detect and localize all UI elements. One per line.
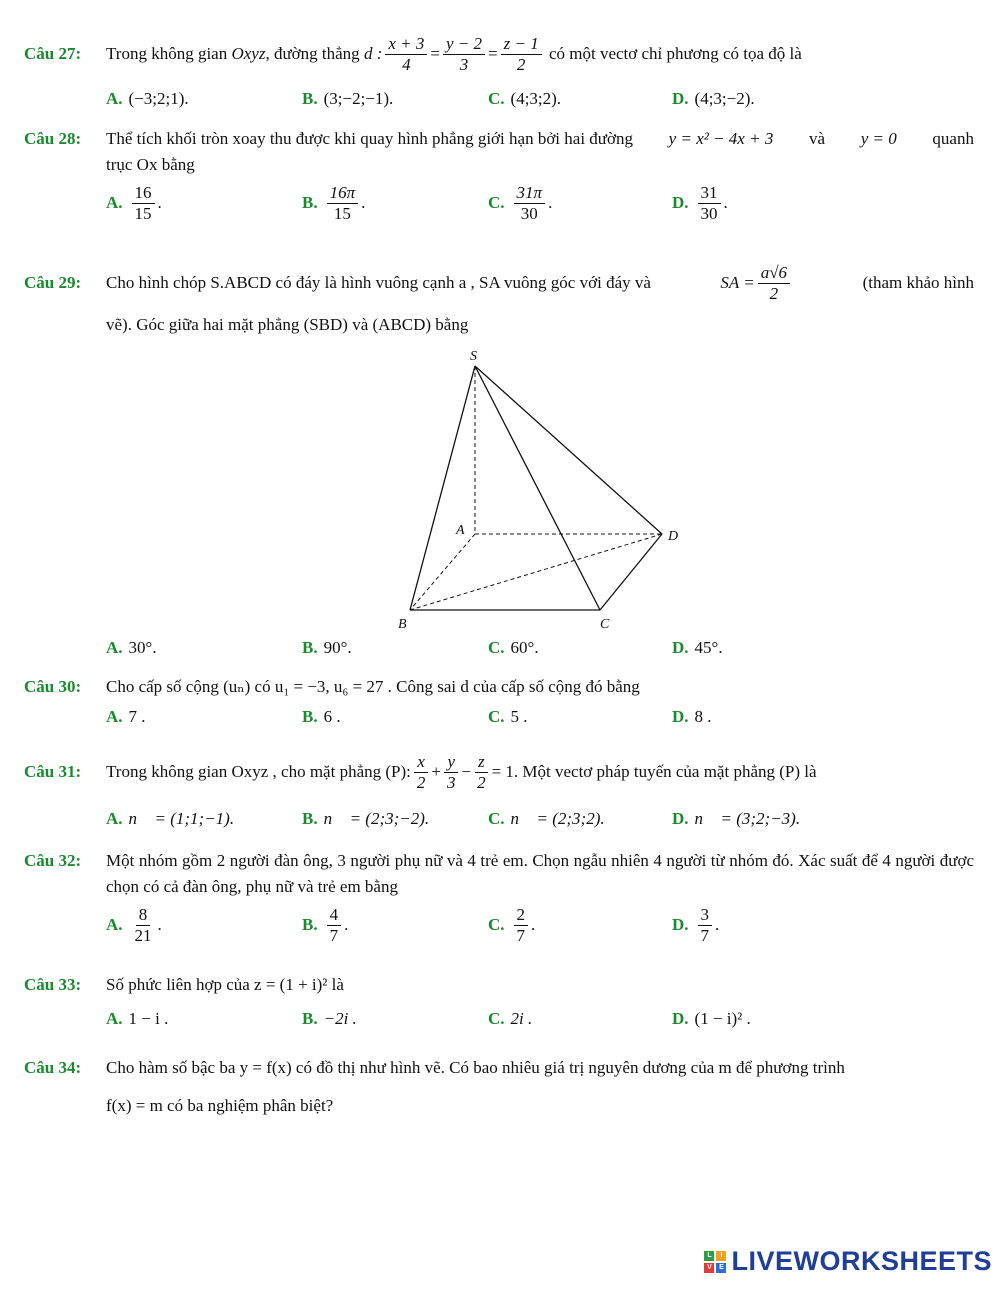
label-c: C [600, 617, 610, 632]
fraction: $\frac{z}{2}$ [474, 752, 489, 793]
option-c[interactable]: C. (4;3;2). [488, 89, 562, 108]
edge-cd [600, 534, 662, 610]
question-34 [24, 1055, 974, 1119]
question-text: vẽ). Góc giữa hai mặt phẳng (SBD) và (ABCD) bằng [106, 315, 469, 334]
liveworksheets-logo [704, 1246, 992, 1277]
equation: y = x² − 4x + 3 [668, 129, 774, 148]
question-label: Câu 34: [24, 1058, 82, 1077]
equation: = 1 [491, 762, 514, 781]
label-b: B [398, 617, 407, 632]
edge-sc [475, 366, 600, 610]
option-b[interactable]: B. (3;−2;−1). [302, 89, 394, 108]
question-text: (tham khảo hình [862, 273, 974, 292]
question-text: Trong không gian Oxyz , cho mặt phẳng (P): [106, 762, 411, 781]
option-c[interactable]: C. 5 . [488, 707, 528, 726]
question-label: Câu 27: [24, 44, 82, 63]
option-b[interactable]: B. 6 . [302, 707, 341, 726]
label-s: S [470, 349, 477, 364]
option-d[interactable]: D. (1 − i)² . [672, 1009, 751, 1028]
fraction: $\frac{x + 3}{4}$ [385, 34, 427, 75]
question-text: . Một vectơ pháp tuyến của mặt phẳng (P) là [513, 762, 817, 781]
options [106, 1002, 974, 1036]
fraction: $\frac{z - 1}{2}$ [501, 34, 542, 75]
option-a[interactable]: A. $\frac{16}{15}$ . [106, 182, 162, 223]
question-text: Cho hàm số bậc ba y = f(x) có đồ thị như hình vẽ. Có bao nhiêu giá trị nguyên dương của m để phương trình [106, 1058, 845, 1077]
question-label: Câu 28: [24, 129, 82, 148]
fraction: $\frac{x}{2}$ [414, 752, 429, 793]
question-29-options [24, 631, 974, 665]
question-text: có một vectơ chỉ phương có tọa độ là [544, 44, 802, 63]
space-name: Oxyz [231, 44, 266, 63]
brand-name: LIVEWORKSHEETS [731, 1246, 992, 1276]
question-label: Câu 30: [24, 677, 82, 696]
option-c[interactable]: C. n⃗ = (2;3;2). [488, 809, 605, 828]
options [106, 631, 974, 665]
question-text: Thể tích khối tròn xoay thu được khi quay hình phẳng giới hạn bởi hai đường [106, 129, 633, 148]
option-d[interactable]: D. n⃗ = (3;2;−3). [672, 809, 801, 828]
question-33 [24, 972, 974, 1036]
question-text: quanh [932, 129, 974, 148]
option-d[interactable]: D. 45°. [672, 638, 723, 657]
equation: SA = [720, 273, 755, 292]
line-name: d : [363, 44, 383, 63]
question-text: f(x) = m có ba nghiệm phân biệt? [106, 1096, 334, 1115]
option-a[interactable]: A. 1 − i . [106, 1009, 169, 1028]
edge-bd [410, 534, 662, 610]
option-a[interactable]: A. 30°. [106, 638, 157, 657]
option-a[interactable]: A. 7 . [106, 707, 146, 726]
logo-icon: L I V E [704, 1251, 726, 1273]
fraction: $\frac{y - 2}{3}$ [443, 34, 485, 75]
question-text: Trong không gian [106, 44, 232, 63]
label-d: D [668, 529, 679, 544]
equation: y = 0 [860, 129, 897, 148]
pyramid-figure [390, 344, 690, 634]
options [106, 82, 974, 116]
option-b[interactable]: B. $\frac{16\pi}{15}$ . [302, 182, 366, 223]
question-text: Cho cấp số cộng (uₙ) có u₁ = −3, u₆ = 27 . Công sai d của cấp số cộng đó bằng [106, 677, 640, 696]
question-label: Câu 29: [24, 273, 82, 292]
options [106, 900, 974, 950]
options [106, 178, 974, 228]
options [106, 802, 974, 836]
option-c[interactable]: C. $\frac{2}{7}$ . [488, 904, 536, 945]
question-31: Câu 31: Trong không gian Oxyz , cho mặt phẳng (P): $\frac{x}{2}$ + $\frac{y}{3}$ − $\frac{z}{2}$ = 1 . Một vectơ pháp tuyến của mặt phẳng (P) là A. n⃗ = (1;1;−1). B. n⃗ = (2;3;−2). C. n⃗ = (2;3;2). D. n⃗ = (3;2;−3). [24, 750, 974, 836]
question-text: , đường thẳng [265, 44, 364, 63]
option-a[interactable]: A. $\frac{8}{21}$ . [106, 904, 162, 945]
option-c[interactable]: C. 2i . [488, 1009, 533, 1028]
question-text: và [809, 129, 826, 148]
question-label: Câu 32: [24, 851, 82, 870]
question-text: Cho hình chóp S.ABCD có đáy là hình vuông cạnh a , SA vuông góc với đáy và [106, 273, 651, 292]
option-d[interactable]: D. $\frac{3}{7}$ . [672, 904, 720, 945]
question-28 [24, 126, 974, 228]
question-text: Số phức liên hợp của z = (1 + i)² là [106, 975, 344, 994]
question-29 [24, 260, 974, 338]
options [106, 700, 974, 734]
fraction: $\frac{a√6}{2}$ [758, 263, 790, 304]
option-b[interactable]: B. n⃗ = (2;3;−2). [302, 809, 430, 828]
question-27: Câu 27: Trong không gian Oxyz , đường thẳng d : $\frac{x + 3}{4}$ = $\frac{y - 2}{3}$ = $\frac{z - 1}{2}$ có một vectơ chỉ phương có tọa độ là A. (−3;2;1). B. (3;−2;−1). C. (4;3;2). D. (4;3;−2). [24, 34, 974, 116]
option-c[interactable]: C. 60°. [488, 638, 539, 657]
question-32 [24, 848, 974, 950]
option-b[interactable]: B. $\frac{4}{7}$ . [302, 904, 349, 945]
option-b[interactable]: B. −2i . [302, 1009, 357, 1028]
option-b[interactable]: B. 90°. [302, 638, 352, 657]
question-text: Một nhóm gồm 2 người đàn ông, 3 người phụ nữ và 4 trẻ em. Chọn ngẫu nhiên 4 người từ nhóm đó. Xác suất để 4 người được chọn có cả đàn ông, phụ nữ và trẻ em bằng [106, 851, 974, 896]
label-a: A [456, 523, 465, 538]
question-30 [24, 674, 974, 734]
option-d[interactable]: D. $\frac{31}{30}$ . [672, 182, 728, 223]
question-label: Câu 31: [24, 762, 82, 781]
question-text: trục Ox bằng [106, 155, 195, 174]
pyramid-diagram [390, 344, 690, 634]
option-a[interactable]: A. n⃗ = (1;1;−1). [106, 809, 235, 828]
option-a[interactable]: A. (−3;2;1). [106, 89, 189, 108]
edge-sb [410, 366, 475, 610]
question-label: Câu 33: [24, 975, 82, 994]
option-c[interactable]: C. $\frac{31\pi}{30}$ . [488, 182, 553, 223]
option-d[interactable]: D. (4;3;−2). [672, 89, 755, 108]
fraction: $\frac{y}{3}$ [444, 752, 459, 793]
edge-sd [475, 366, 662, 534]
option-d[interactable]: D. 8 . [672, 707, 712, 726]
